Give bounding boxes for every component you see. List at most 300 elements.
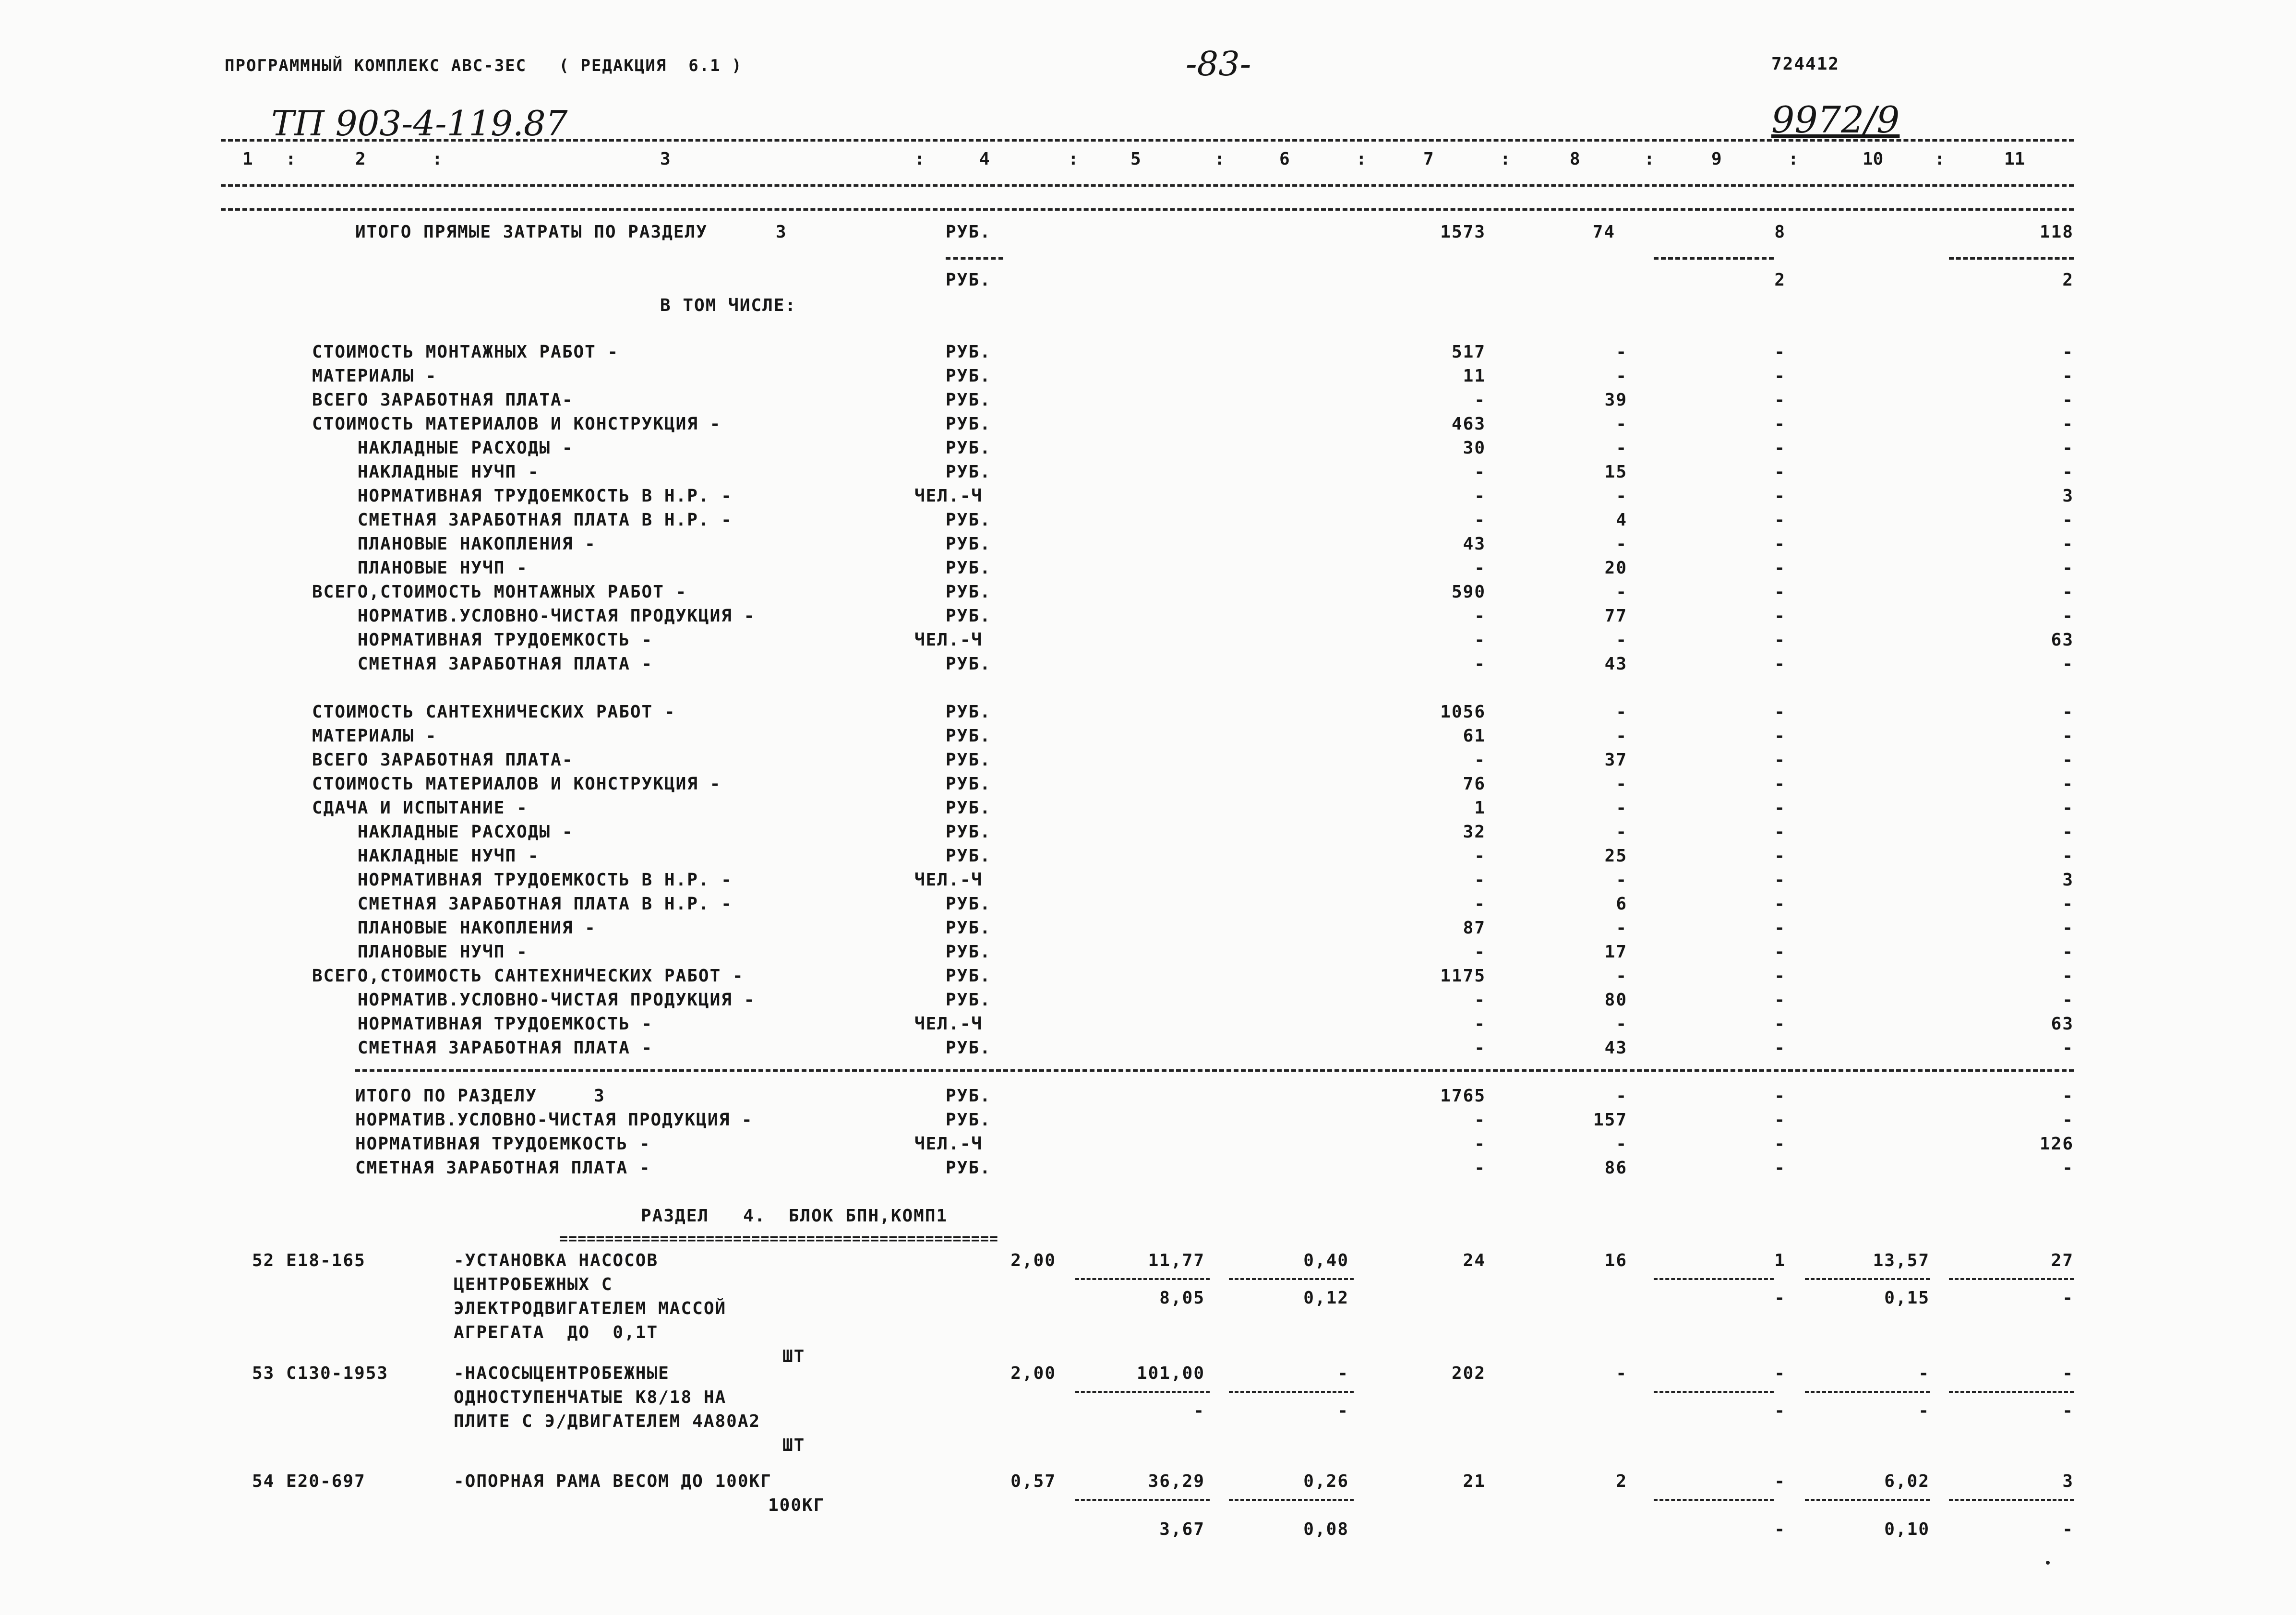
column-header-4: 4 <box>979 149 990 169</box>
unit: РУБ. <box>946 918 991 938</box>
value-col8: - <box>1616 822 1627 842</box>
unit: РУБ. <box>946 654 991 674</box>
value-col8: - <box>1616 534 1627 554</box>
cost-row <box>0 1086 2296 1109</box>
value-col11: - <box>2062 822 2074 842</box>
value-col8: - <box>1616 1086 1627 1106</box>
row-label: СТОИМОСТЬ МАТЕРИАЛОВ И КОНСТРУКЦИЯ - <box>312 414 721 434</box>
value-col8: - <box>1616 918 1627 938</box>
cost-row <box>0 510 2296 533</box>
unit: РУБ. <box>946 750 991 770</box>
item-wage-b: - <box>1337 1401 1349 1421</box>
unit: РУБ. <box>946 414 991 434</box>
row-label: МАТЕРИАЛЫ - <box>312 366 437 386</box>
item-price-b: - <box>1193 1401 1205 1421</box>
cost-row <box>0 774 2296 797</box>
value-col7: - <box>1474 654 1486 674</box>
row-label: НОРМАТИВ.УСЛОВНО-ЧИСТАЯ ПРОДУКЦИЯ - <box>355 1110 753 1130</box>
cell-separator-dash <box>1075 1391 1210 1393</box>
value-col8: - <box>1616 438 1627 458</box>
value-col7: 76 <box>1463 774 1486 794</box>
column-header-11: 11 <box>2004 149 2025 169</box>
item-description-line: -ОПОРНАЯ РАМА ВЕСОМ ДО 100КГ <box>454 1471 772 1491</box>
row-label: СМЕТНАЯ ЗАРАБОТНАЯ ПЛАТА - <box>312 654 653 674</box>
item-price-b: 3,67 <box>1159 1519 1205 1539</box>
value-col9: - <box>1774 1110 1786 1130</box>
value-col11: - <box>2062 942 2074 962</box>
value-col11: 118 <box>2039 222 2074 242</box>
value-col8: - <box>1616 870 1627 890</box>
unit: РУБ. <box>946 582 991 602</box>
column-separator: : <box>1214 149 1225 169</box>
cell-separator-dash <box>1229 1278 1354 1280</box>
cost-row <box>0 750 2296 773</box>
value-col8: - <box>1616 726 1627 746</box>
item-col9: - <box>1774 1364 1786 1383</box>
cell-separator-dash <box>1229 1391 1354 1393</box>
value-col11: - <box>2062 702 2074 722</box>
value-col11: - <box>2062 582 2074 602</box>
value-col11: - <box>2062 1038 2074 1058</box>
item-qty: 2,00 <box>1010 1251 1056 1270</box>
item-wage-b: 0,12 <box>1303 1288 1349 1308</box>
column-separator: : <box>1068 149 1079 169</box>
item-description-line: -УСТАНОВКА НАСОСОВ <box>454 1251 659 1270</box>
value-col8: - <box>1616 366 1627 386</box>
value-col7: - <box>1474 1014 1486 1034</box>
column-header-row <box>0 149 2296 172</box>
value-col11: - <box>2062 438 2074 458</box>
value-col7: 61 <box>1463 726 1486 746</box>
item-price: 101,00 <box>1136 1364 1205 1383</box>
item-col11-b: - <box>2062 1401 2074 1421</box>
value-col7: - <box>1474 558 1486 578</box>
cost-row <box>0 918 2296 941</box>
cost-row <box>0 1110 2296 1133</box>
unit: РУБ. <box>946 462 991 482</box>
cell-separator-dash <box>1949 1391 2074 1393</box>
cost-row <box>0 390 2296 413</box>
value-col9: - <box>1774 342 1786 362</box>
col11-dash <box>1949 257 2074 260</box>
row-label: НОРМАТИВ.УСЛОВНО-ЧИСТАЯ ПРОДУКЦИЯ - <box>312 606 756 626</box>
unit: РУБ. <box>946 894 991 914</box>
unit: РУБ. <box>946 774 991 794</box>
unit: ЧЕЛ.-Ч <box>914 486 983 506</box>
value-col8: - <box>1616 414 1627 434</box>
item-wage: 0,26 <box>1303 1471 1349 1491</box>
value-col8: 43 <box>1604 654 1627 674</box>
unit: РУБ. <box>946 342 991 362</box>
column-separator: : <box>914 149 925 169</box>
value-col11: 3 <box>2062 870 2074 890</box>
value-col11: - <box>2062 606 2074 626</box>
cell-separator-dash <box>1949 1499 2074 1501</box>
cost-row <box>0 486 2296 509</box>
row-label: ИТОГО ПРЯМЫЕ ЗАТРАТЫ ПО РАЗДЕЛУ 3 <box>355 222 787 242</box>
column-separator: : <box>1788 149 1799 169</box>
item-col11-b: - <box>2062 1288 2074 1308</box>
value-col9: - <box>1774 1134 1786 1154</box>
value-col7: - <box>1474 846 1486 866</box>
column-header-5: 5 <box>1130 149 1141 169</box>
value-col7: - <box>1474 1110 1486 1130</box>
cell-separator-dash <box>1805 1391 1930 1393</box>
value-col9: - <box>1774 654 1786 674</box>
cost-row <box>0 366 2296 389</box>
row-label: ВСЕГО,СТОИМОСТЬ МОНТАЖНЫХ РАБОТ - <box>312 582 687 602</box>
column-separator: : <box>432 149 443 169</box>
unit: РУБ. <box>946 606 991 626</box>
value-col11: - <box>2062 510 2074 530</box>
column-header-1: 1 <box>242 149 253 169</box>
value-col9: - <box>1774 462 1786 482</box>
value-col11: - <box>2062 534 2074 554</box>
unit: ЧЕЛ.-Ч <box>914 1014 983 1034</box>
value-col7: 43 <box>1463 534 1486 554</box>
document-number: 724412 <box>1771 54 1840 74</box>
row-label: НОРМАТИВНАЯ ТРУДОЕМКОСТЬ В Н.Р. - <box>312 870 733 890</box>
unit: РУБ. <box>946 510 991 530</box>
value-col11: 3 <box>2062 486 2074 506</box>
value-col11: - <box>2062 846 2074 866</box>
row-label: НАКЛАДНЫЕ НУЧП - <box>312 846 540 866</box>
item-description-line: АГРЕГАТА ДО 0,1Т <box>454 1323 659 1342</box>
value-col7: 30 <box>1463 438 1486 458</box>
item-col10: - <box>1918 1364 1930 1383</box>
value-col7: - <box>1474 1158 1486 1178</box>
value-col7: - <box>1474 942 1486 962</box>
item-col9: - <box>1774 1471 1786 1491</box>
value-col9: - <box>1774 390 1786 410</box>
value-col9: - <box>1774 726 1786 746</box>
value-col9: - <box>1774 414 1786 434</box>
value-col9: - <box>1774 774 1786 794</box>
row-label: НОРМАТИВНАЯ ТРУДОЕМКОСТЬ - <box>312 630 653 650</box>
value-col9: - <box>1774 558 1786 578</box>
value-col11: - <box>2062 966 2074 986</box>
column-separator: : <box>1935 149 1945 169</box>
cell-separator-dash <box>1229 1499 1354 1501</box>
cell-separator-dash <box>1075 1278 1210 1280</box>
item-col10-b: 0,10 <box>1884 1519 1930 1539</box>
item-measure: ШТ <box>782 1436 805 1455</box>
value-col7: - <box>1474 894 1486 914</box>
cell-separator-dash <box>1654 1278 1774 1280</box>
page-speck <box>2046 1561 2050 1565</box>
value-col9: - <box>1774 630 1786 650</box>
value-col9: - <box>1774 438 1786 458</box>
value-col9: - <box>1774 534 1786 554</box>
unit: ЧЕЛ.-Ч <box>914 1134 983 1154</box>
value-col8: 77 <box>1604 606 1627 626</box>
unit: РУБ. <box>946 1086 991 1106</box>
item-description-line: ПЛИТЕ С Э/ДВИГАТЕЛЕМ 4А80А2 <box>454 1412 761 1431</box>
value-col7: - <box>1474 462 1486 482</box>
value-col7: 1573 <box>1440 222 1486 242</box>
value-col7: - <box>1474 510 1486 530</box>
value-col11: - <box>2062 342 2074 362</box>
value-col8: 6 <box>1616 894 1627 914</box>
value-col7: 590 <box>1451 582 1486 602</box>
cost-row <box>0 726 2296 749</box>
sheet-code: 9972/9 <box>1771 98 1900 141</box>
item-qty: 2,00 <box>1010 1364 1056 1383</box>
row-label: МАТЕРИАЛЫ - <box>312 726 437 746</box>
unit-dash <box>946 257 1003 260</box>
value-col8: 86 <box>1604 1158 1627 1178</box>
value-col8: 17 <box>1604 942 1627 962</box>
column-separator: : <box>286 149 296 169</box>
value-col8: 157 <box>1593 1110 1627 1130</box>
item-col9-b: - <box>1774 1401 1786 1421</box>
value-col9: - <box>1774 846 1786 866</box>
column-header-10: 10 <box>1863 149 1884 169</box>
value-col9: - <box>1774 990 1786 1010</box>
value-col9: - <box>1774 942 1786 962</box>
unit: РУБ. <box>946 990 991 1010</box>
cost-row <box>0 654 2296 677</box>
unit: РУБ. <box>946 366 991 386</box>
value-col8: - <box>1616 798 1627 818</box>
cost-row <box>0 606 2296 629</box>
item-col9-b: - <box>1774 1519 1786 1539</box>
item-description-line: ОДНОСТУПЕНЧАТЫЕ К8/18 НА <box>454 1388 727 1407</box>
item-col10-b: - <box>1918 1401 1930 1421</box>
value-col11: - <box>2062 918 2074 938</box>
cost-row <box>0 414 2296 437</box>
cell-separator-dash <box>1654 1499 1774 1501</box>
unit: ЧЕЛ.-Ч <box>914 630 983 650</box>
value-col7: - <box>1474 630 1486 650</box>
unit: РУБ. <box>946 558 991 578</box>
section-summary <box>0 1086 2296 1186</box>
row-label: ПЛАНОВЫЕ НУЧП - <box>312 942 528 962</box>
cost-row <box>0 846 2296 869</box>
value-col7: 517 <box>1451 342 1486 362</box>
value-col7: - <box>1474 990 1486 1010</box>
item-code: 53 С130-1953 <box>252 1364 389 1383</box>
including-title: В ТОМ ЧИСЛЕ: <box>660 296 797 315</box>
row-label: ВСЕГО ЗАРАБОТНАЯ ПЛАТА- <box>312 390 574 410</box>
value-col9: - <box>1774 1014 1786 1034</box>
item-description-line: -НАСОСЫЦЕНТРОБЕЖНЫЕ <box>454 1364 670 1383</box>
value-col11: - <box>2062 1086 2074 1106</box>
cost-row <box>0 534 2296 557</box>
value-col8: - <box>1616 582 1627 602</box>
item-col9: 1 <box>1774 1251 1786 1270</box>
cost-row <box>0 558 2296 581</box>
page-number: -83- <box>1186 44 1251 84</box>
item-total: 21 <box>1463 1471 1486 1491</box>
unit: РУБ. <box>946 1038 991 1058</box>
value-col7: - <box>1474 606 1486 626</box>
cost-row <box>0 822 2296 845</box>
item-qty: 0,57 <box>1010 1471 1056 1491</box>
value-col8: 39 <box>1604 390 1627 410</box>
value-col7: 32 <box>1463 822 1486 842</box>
unit: РУБ. <box>946 1110 991 1130</box>
items-list <box>0 1250 2296 1548</box>
value-col8: 25 <box>1604 846 1627 866</box>
cost-row <box>0 1158 2296 1181</box>
item-total: 24 <box>1463 1251 1486 1270</box>
row-label: ПЛАНОВЫЕ НУЧП - <box>312 558 528 578</box>
value-col11: - <box>2062 654 2074 674</box>
item-col8: - <box>1616 1364 1627 1383</box>
unit: РУБ. <box>946 390 991 410</box>
value-col9: - <box>1774 966 1786 986</box>
item-col9-b: - <box>1774 1288 1786 1308</box>
section4-title: РАЗДЕЛ 4. БЛОК БПН,КОМП1 <box>641 1206 948 1226</box>
value-col9: - <box>1774 1038 1786 1058</box>
row-label: НОРМАТИВ.УСЛОВНО-ЧИСТАЯ ПРОДУКЦИЯ - <box>312 990 756 1010</box>
row-label: ВСЕГО ЗАРАБОТНАЯ ПЛАТА- <box>312 750 574 770</box>
unit: РУБ. <box>946 846 991 866</box>
value-col8: 80 <box>1604 990 1627 1010</box>
unit: РУБ. <box>946 966 991 986</box>
item-col10-b: 0,15 <box>1884 1288 1930 1308</box>
cost-row <box>0 942 2296 965</box>
value-col7: - <box>1474 486 1486 506</box>
group-mounting-works <box>0 342 2296 678</box>
value-col9: - <box>1774 750 1786 770</box>
value-col11: - <box>2062 726 2074 746</box>
cost-row <box>0 966 2296 989</box>
row-label: НОРМАТИВНАЯ ТРУДОЕМКОСТЬ - <box>312 1014 653 1034</box>
row-label: ВСЕГО,СТОИМОСТЬ САНТЕХНИЧЕСКИХ РАБОТ - <box>312 966 744 986</box>
cost-row <box>0 1038 2296 1061</box>
value-col8: - <box>1616 702 1627 722</box>
value-col8: - <box>1616 1014 1627 1034</box>
item-col10: 6,02 <box>1884 1471 1930 1491</box>
cost-row <box>0 438 2296 461</box>
value-col7: 1765 <box>1440 1086 1486 1106</box>
item-description-line: ЭЛЕКТРОДВИГАТЕЛЕМ МАССОЙ <box>454 1299 727 1318</box>
column-header-6: 6 <box>1279 149 1290 169</box>
value-col7: 87 <box>1463 918 1486 938</box>
value-col7: - <box>1474 870 1486 890</box>
item-col11: - <box>2062 1364 2074 1383</box>
item-code: 54 Е20-697 <box>252 1471 366 1491</box>
unit: РУБ. <box>946 438 991 458</box>
cell-separator-dash <box>1075 1499 1210 1501</box>
item-measure: 100КГ <box>768 1495 825 1515</box>
unit: РУБ. <box>946 702 991 722</box>
value-col9: - <box>1774 918 1786 938</box>
value-col8: 15 <box>1604 462 1627 482</box>
value-col11: - <box>2062 414 2074 434</box>
cost-row <box>0 894 2296 917</box>
value-col9: - <box>1774 1158 1786 1178</box>
value-col8: - <box>1616 774 1627 794</box>
value-col11: - <box>2062 894 2074 914</box>
row-label: НАКЛАДНЫЕ НУЧП - <box>312 462 540 482</box>
item-description-line: ЦЕНТРОБЕЖНЫХ С <box>454 1275 613 1294</box>
row-label: НОРМАТИВНАЯ ТРУДОЕМКОСТЬ В Н.Р. - <box>312 486 733 506</box>
col9-dash <box>1654 257 1774 260</box>
value-col9: - <box>1774 510 1786 530</box>
item-code: 52 Е18-165 <box>252 1251 366 1270</box>
value-col8: 20 <box>1604 558 1627 578</box>
value-col8: 74 <box>1592 222 1615 242</box>
estimate-item <box>0 1471 2296 1581</box>
unit: РУБ. <box>946 726 991 746</box>
value-col7: - <box>1474 750 1486 770</box>
header-rule-top <box>221 139 2074 142</box>
value-col7: - <box>1474 1134 1486 1154</box>
column-separator: : <box>1356 149 1367 169</box>
item-col8: 16 <box>1604 1251 1627 1270</box>
cost-row <box>0 342 2296 365</box>
value-col8: - <box>1616 1134 1627 1154</box>
column-header-8: 8 <box>1570 149 1580 169</box>
cost-row <box>0 870 2296 893</box>
item-col10: 13,57 <box>1873 1251 1930 1270</box>
row-label: ПЛАНОВЫЕ НАКОПЛЕНИЯ - <box>312 534 596 554</box>
value-col11: - <box>2062 1110 2074 1130</box>
column-header-2: 2 <box>355 149 366 169</box>
value-col7: - <box>1474 390 1486 410</box>
value-col11: - <box>2062 1158 2074 1178</box>
value-col9: - <box>1774 606 1786 626</box>
value-col8: - <box>1616 630 1627 650</box>
value-col7: 11 <box>1463 366 1486 386</box>
row-label: ИТОГО ПО РАЗДЕЛУ 3 <box>355 1086 605 1106</box>
column-header-3: 3 <box>660 149 671 169</box>
item-wage-b: 0,08 <box>1303 1519 1349 1539</box>
item-col8: 2 <box>1616 1471 1627 1491</box>
item-col11: 27 <box>2051 1251 2074 1270</box>
value-col8: - <box>1616 966 1627 986</box>
unit: РУБ. <box>946 222 991 242</box>
section4-underline: ================================================ <box>559 1231 998 1247</box>
unit: РУБ. <box>946 1158 991 1178</box>
value-col9: - <box>1774 366 1786 386</box>
value-col11: - <box>2062 990 2074 1010</box>
group-rule <box>355 1069 2074 1072</box>
item-wage: - <box>1337 1364 1349 1383</box>
value-col9: 2 <box>1774 270 1786 290</box>
row-label: СТОИМОСТЬ МАТЕРИАЛОВ И КОНСТРУКЦИЯ - <box>312 774 721 794</box>
value-col8: 43 <box>1604 1038 1627 1058</box>
value-col11: 63 <box>2051 1014 2074 1034</box>
value-col9: - <box>1774 486 1786 506</box>
value-col11: - <box>2062 750 2074 770</box>
row-label: СТОИМОСТЬ САНТЕХНИЧЕСКИХ РАБОТ - <box>312 702 676 722</box>
cell-separator-dash <box>1805 1278 1930 1280</box>
value-col11: - <box>2062 798 2074 818</box>
value-col11: 126 <box>2039 1134 2074 1154</box>
program-title: ПРОГРАММНЫЙ КОМПЛЕКС АВС-ЗЕС ( РЕДАКЦИЯ 6.1 ) <box>225 56 743 75</box>
cost-row <box>0 798 2296 821</box>
item-measure: ШТ <box>782 1347 805 1366</box>
value-col11: - <box>2062 558 2074 578</box>
row-label: СМЕТНАЯ ЗАРАБОТНАЯ ПЛАТА В Н.Р. - <box>312 510 733 530</box>
row-label: НАКЛАДНЫЕ РАСХОДЫ - <box>312 822 574 842</box>
unit: РУБ. <box>946 822 991 842</box>
item-price-b: 8,05 <box>1159 1288 1205 1308</box>
section3-total-values-2 <box>0 270 2296 293</box>
unit: ЧЕЛ.-Ч <box>914 870 983 890</box>
header-rule-bottom-2 <box>221 208 2074 211</box>
item-price: 36,29 <box>1148 1471 1205 1491</box>
value-col9: - <box>1774 1086 1786 1106</box>
cell-separator-dash <box>1805 1499 1930 1501</box>
value-col11: 63 <box>2051 630 2074 650</box>
value-col9: - <box>1774 702 1786 722</box>
value-col8: 37 <box>1604 750 1627 770</box>
